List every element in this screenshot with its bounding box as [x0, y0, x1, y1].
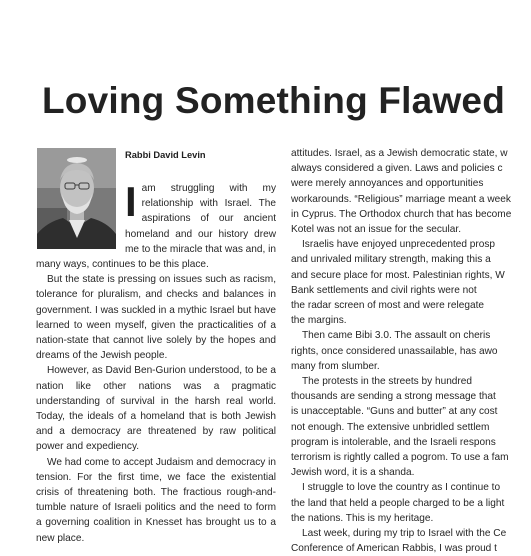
right-column-line: Israelis have enjoyed unprecedented prosp: [302, 239, 496, 251]
right-column-line: and secure place for most. Palestinian rights, W: [291, 269, 505, 281]
right-column-line: rights, once considered unassailable, has awo: [291, 345, 498, 357]
right-column-line: is unacceptable. “Guns and butter” at any cost: [291, 406, 498, 418]
right-column-line: program is intolerable, and the Israeli respons: [291, 436, 496, 448]
right-column-line: Kotel was not an issue for the secular.: [291, 224, 462, 236]
right-column-line: thousands are sending a strong message that: [291, 391, 496, 403]
right-column-line: Jewish word, it is a shanda.: [291, 467, 415, 479]
right-column-line: I struggle to love the country as I continue to: [302, 482, 501, 494]
paragraph-4: We had come to accept Judaism and democracy in tension. For the first time, we face the existential crisis of threatening both. The fractious rough-and-tumble nature of Israeli politics and the need to form a governing coalition in Knesset has brought us to a new place.: [36, 456, 276, 544]
drop-cap: I: [125, 178, 137, 225]
right-column-line: workarounds. “Religious” marriage meant a week: [291, 193, 511, 205]
right-column-line: The protests in the streets by hundred: [302, 376, 473, 388]
paragraph-2: But the state is pressing on issues such as racism, tolerance for pluralism, and checks and balances in government. I was suckled in a mythic Israel but have learned to ween myself, given the practicalities of a nation-state that cannot live solely by the hopes and dreams of the Jewish people.: [36, 274, 276, 362]
right-column-line: terrorism is rightly called a pogrom. To use a fam: [291, 452, 509, 464]
right-column-line: Conference of American Rabbis, I was proud t: [291, 543, 497, 555]
right-column-line: the nations. This is my heritage.: [291, 512, 434, 524]
author-photo: [37, 148, 116, 249]
right-column-line: the land that held a people charged to be a light: [291, 497, 505, 509]
right-column-line: many from slumber.: [291, 360, 380, 372]
right-column-line: the radar screen of most and were relegate: [291, 300, 485, 312]
paragraph-1-text: am struggling with my relationship with Israel. The aspirations of our ancient homeland and our history drew me to the miracle that was and, in many ways, continues to be this place.: [36, 183, 276, 271]
right-column-line: the margins.: [291, 315, 347, 327]
right-column-line: were merely annoyances and opportunities: [291, 178, 484, 190]
right-column-line: Last week, during my trip to Israel with the Ce: [302, 528, 507, 540]
right-column-line: attitudes. Israel, as a Jewish democratic state, w: [291, 148, 508, 159]
author-byline: Rabbi David Levin: [125, 150, 206, 160]
right-column-line: in Cyprus. The Orthodox church that has become: [291, 208, 512, 220]
paragraph-3: However, as David Ben-Gurion understood, to be a nation like other nations was a pragmatic understanding of survival in the harsh real world. Today, the ideals of a homeland that is both Jewish and a democracy are threatened by raw political power and expediency.: [36, 365, 276, 453]
right-column-line: Bank settlements and civil rights were not: [291, 284, 477, 296]
article-headline: Loving Something Flawed: [42, 80, 505, 121]
right-column-line: Then came Bibi 3.0. The assault on cheris: [302, 330, 491, 342]
right-column: [291, 146, 531, 555]
right-column-line: not enough. The extensive unbridled settlem: [291, 421, 490, 433]
right-column-line: always considered a given. Laws and policies c: [291, 163, 503, 175]
right-column-line: and unrivaled military strength, making this a: [291, 254, 491, 266]
left-column: [36, 146, 276, 544]
